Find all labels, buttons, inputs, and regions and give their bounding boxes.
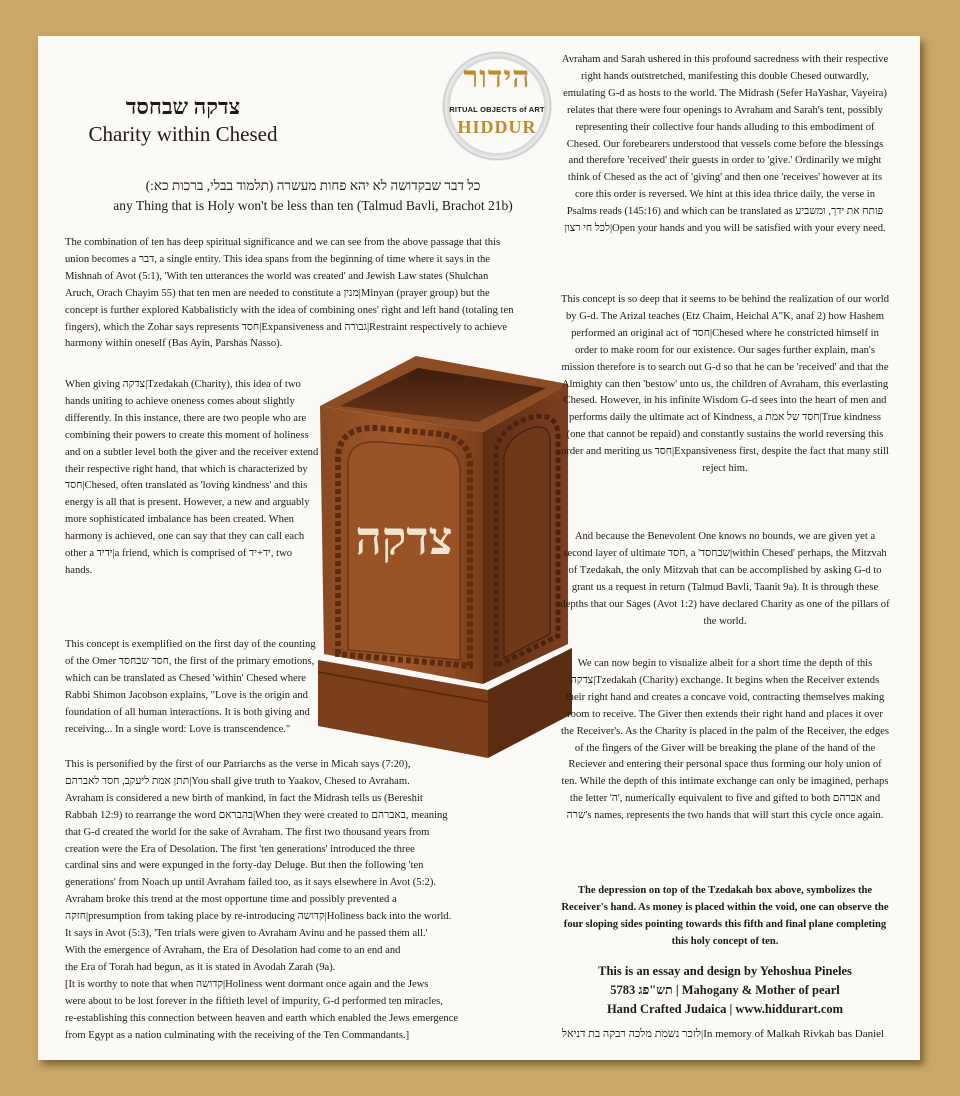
epigraph	[78, 176, 548, 216]
text-line: Avraham is considered a new birth of mankind, in fact the Midrash tells us (Bereshit	[65, 792, 423, 804]
title-hebrew: צדקה שבחסד	[125, 94, 241, 119]
title-block	[78, 94, 288, 147]
tzedakah-box-image	[318, 354, 573, 758]
logo-english: HIDDUR	[457, 117, 537, 137]
text-line: cardinal sins and were expunged in the forty-day Deluge. But then the following 'ten	[65, 860, 424, 872]
text-line: This is personified by the first of our Patriarchs as the verse in Micah says (7:20),	[65, 759, 411, 770]
logo-subtitle: RITUAL OBJECTS of ART	[449, 105, 545, 114]
text-line: Avraham broke this trend at the most opportune time and possibly prevented a	[65, 894, 397, 906]
right-paragraph-1: Avraham and Sarah ushered in this profound sacredness with their respective right hands outstretched, manifesting this double Chesed outwardly, emulating G-d as hosts to the world. The Midrash (Sefer HaYashar, Vayeira) relates that there were four openings to Avraham and Sarah's tent, possibly representing their collective four hands alluding to this embodiment of Chesed. Our forebearers understood that vessels come before the blessings and therefore 'received' their guests in order to 'give.' Ordinarily we might think of Chesed as the act of 'giving' and then one 'receives' however at its core this order is reversed. We hint at this idea thrice daily, the verse in Psalms reads (145:16) and which can be translated as פותח את ידך, ומשביע לכל חי רצון|Open your hands and you will be satisfied with your every need.	[561, 54, 889, 235]
memorial-line: לזכר נשמת מלכה רבקה בת דניאל|In memory of Malkah Rivkah bas Daniel	[561, 1028, 885, 1040]
left-paragraph-4	[65, 757, 518, 1044]
text-line: חזקה|presumption from taking place by re-introducing קדושה|Holiness back into the world.	[65, 911, 452, 923]
right-paragraph-4: We can now begin to visualize albeit for a short time the depth of this צדקה|Tzedakah (Charity) exchange. It begins when the Receiver extends their right hand and creates a concave void, contracting themselves making room to receive. The Giver then extends their right hand and places it over the Receiver's. As the Charity is placed in the palm of the Receiver, the edges of the fingers of the Giver will be breaking the plane of the hand of the Reciever and entering their personal space thus forming our holy union of ten. While the depth of this intimate exchange can only be imagined, perhaps the letter 'ה', numerically equivalent to five and gifted to both אברהם and שרה's names, represents the two hands that will start this cycle once again.	[560, 658, 890, 822]
left-paragraph-3: This concept is exemplified on the first day of the counting of the Omer חסד שבחסד, the first of the primary emotions, which can be translated as Chesed 'within' Chesed where Rabbi Shimon Jacobson explains, "Love is the origin and foundation of all human interactions. It is both giving and receiving... In a single word: Love is transcendence."	[65, 639, 316, 735]
text-line: [It is worthy to note that when קדושה|Holiness went dormant once again and the Jews	[65, 978, 429, 990]
credits	[560, 962, 890, 1019]
document-page	[38, 36, 920, 1060]
text-line: re-establishing this connection between heaven and earth which enabled the Jews emergence	[65, 1012, 459, 1024]
left-paragraph-2: When giving צדקה|Tzedakah (Charity), this idea of two hands uniting to achieve oneness comes about slightly differently. In this instance, there are two people who are combining their powers to create this moment of holiness and on a subtler level both the giver and the receiver extend their respective right hand, that which is characterized by חסד|Chesed, often translated as 'loving kindness' and this energy is all that is present. However, a new and arguably more sophisticated imbalance has been created. When harmony is achieved, one can say that they can call each other a ידיד|a friend, which is comprised of יד+יד, two hands.	[65, 379, 319, 576]
title-english: Charity within Chesed	[88, 122, 278, 146]
text-line: תתן אמת ליעקב, חסד לאברהם|You shall give truth to Yaakov, Chesed to Avraham.	[65, 775, 410, 787]
logo-hebrew: הידור	[463, 61, 531, 94]
right-paragraph-5: The depression on top of the Tzedakah box above, symbolizes the Receiver's hand. As money is placed within the void, one can observe the four sloping sides pointing towards this fifth and final plane completing this holy concept of ten.	[561, 885, 889, 947]
text-line: With the emergence of Avraham, the Era of Desolation had come to an end and	[65, 944, 401, 956]
text-line: the Era of Torah had begun, as it is stated in Avodah Zarah (9a).	[65, 961, 336, 973]
text-line: that G-d created the world for the sake of Avraham. The first two thousand years from	[65, 826, 430, 838]
text-line: creation were the Era of Desolation. The first 'ten generations' introduced the three	[65, 843, 415, 855]
right-paragraph-2: This concept is so deep that it seems to be behind the realization of our world by G-d. The Arizal teaches (Etz Chaim, Heichal A"K, anaf 2) how Hashem performed an original act of חסד|Chesed where he constricted himself in order to make room for our existence. Our sages further explain, man's mission therefore is to search out G-d so that he can be 'received' and that the Almighty can then 'bestow' unto us, the children of Avraham, this everlasting Chesed. However, in his infinite Wisdom G-d sees into the heart of men and performs daily the ultimate act of Kindness, a חסד של אמת|True kindness (one that cannot be repaid) and constantly sustains the world reversing this order and meriting us חסד|Expansiveness first, despite the fact that many still reject him.	[560, 294, 890, 475]
credits-website: Hand Crafted Judaica | www.hiddurart.com	[606, 1002, 844, 1016]
text-line: were about to be lost forever in the fiftieth level of impurity, G-d performed ten miracles,	[65, 995, 443, 1007]
credits-author: This is an essay and design by Yehoshua Pineles	[598, 964, 852, 978]
hiddur-logo	[438, 47, 556, 165]
epigraph-hebrew: כל דבר שבקדושה לא יהא פחות מעשרה (תלמוד בבלי, ברכות כא:)	[145, 178, 481, 193]
credits-material: 5783 תש"פג | Mahogany & Mother of pearl	[610, 983, 840, 997]
epigraph-english: any Thing that is Holy won't be less than ten (Talmud Bavli, Brachot 21b)	[113, 198, 513, 213]
text-line: Rabbah 12:9) to rearrange the word בהבראם|When they were created to באברהם, meaning	[65, 809, 448, 821]
left-paragraph-1: The combination of ten has deep spiritual significance and we can see from the above passage that this union becomes a דבר, a single entity. This idea spans from the beginning of time where it says in the Mishnah of Avot (5:1), 'With ten utterances the world was created' and Jewish Law states (Shulchan Aruch, Orach Chayim 55) that ten men are needed to constitute a מנין|Minyan (prayer group) but the concept is further explored Kabbalisticly with the idea of combining ones' right and left hand (totaling ten fingers), which the Zohar says represents חסד|Expansiveness and גבורה|Restraint respectively to achieve harmony within oneself (Bas Ayin, Parshas Nasso).	[65, 237, 514, 350]
text-line: It says in Avot (5:3), 'Ten trials were given to Avraham Avinu and he passed them all.'	[65, 928, 428, 940]
text-line: from Egypt as a nation culminating with the receiving of the Ten Commandants.]	[65, 1029, 410, 1041]
box-carved-text: צדקה	[355, 513, 453, 564]
right-paragraph-3: And because the Benevolent One knows no bounds, we are given yet a second layer of ultimate חסד, a 'שבחסד|within Chesed' perhaps, the Mitzvah of Tzedakah, the only Mitzvah that can be accomplished by asking G-d to grant us a request in return (Talmud Bavli, Taanit 9a). It is through these depths that our Sages (Avot 1:2) have declared Charity as one of the pillars of the world.	[560, 531, 890, 627]
text-line: generations' from Noach up until Avraham failed too, as it says elsewhere in Avot (5:2).	[65, 877, 437, 889]
